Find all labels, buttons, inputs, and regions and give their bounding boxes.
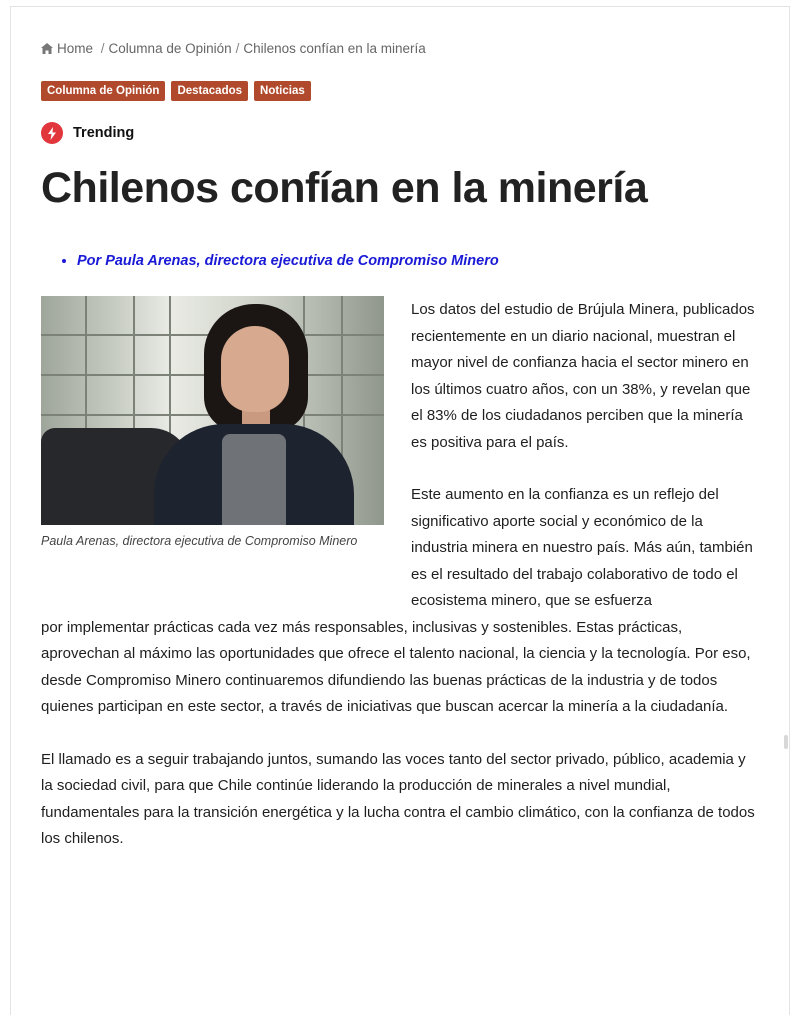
photo-caption: Paula Arenas, directora ejecutiva de Compromiso Minero [41, 534, 358, 548]
breadcrumb-current: Chilenos confían en la minería [243, 41, 426, 56]
breadcrumb-home-link[interactable] [41, 41, 97, 56]
tag-columna-de-opinion[interactable]: Columna de Opinión [41, 81, 165, 101]
paragraph-2-end: por implementar prácticas cada vez más responsables, inclusivas y sostenibles. Estas prácticas, aprovechan al máximo las oportunidades que ofrece el talento nacional, la ciencia y la tecnología. Por eso, desde Compromiso Minero continuaremos difundiendo las buenas prácticas de la industria y de todos quienes participan en este sector, a través de iniciativas que buscan acercar la minería a la ciudadanía. [41, 618, 751, 715]
author-byline: • Por Paula Arenas, directora ejecutiva de Compromiso Minero [77, 253, 499, 269]
article-card [10, 6, 790, 1015]
category-tags [41, 81, 311, 101]
lightning-icon [41, 122, 63, 144]
article-title: Chilenos confían en la minería [41, 164, 648, 212]
tag-destacados[interactable]: Destacados [171, 81, 248, 101]
tag-noticias[interactable]: Noticias [254, 81, 311, 101]
author-photo [41, 296, 384, 525]
author-figure [41, 296, 384, 552]
trending-badge [41, 122, 134, 144]
trending-label: Trending [73, 125, 135, 141]
scrollbar-thumb[interactable] [784, 735, 788, 749]
breadcrumb-home-label: Home [57, 41, 94, 56]
breadcrumb [41, 41, 426, 56]
paragraph-1: Los datos del estudio de Brújula Minera, publicados recientemente en un diario nacional, muestran el mayor nivel de confianza hacia el sector minero en los últimos cuatro años, con un 38%, y revelan que el 83% de los ciudadanos perciben que la minería es positiva para el país. [411, 301, 755, 451]
author-list [63, 253, 499, 269]
breadcrumb-separator: / [235, 41, 240, 56]
paragraph-2-start: Este aumento en la confianza es un reflejo del significativo aporte social y económico de la industria minera en nuestro país. Más aún, también es el resultado del trabajo colaborativo de todo el ecosistema minero, que se esfuerza [411, 486, 753, 609]
paragraph-3: El llamado es a seguir trabajando juntos, sumando las voces tanto del sector privado, público, academia y la sociedad civil, para que Chile continúe liderando la producción de minerales a nivel mundial, fundamentales para la transición energética y la lucha contra el cambio climático, con la confianza de todos los chilenos. [41, 750, 755, 847]
breadcrumb-separator: / [100, 41, 105, 56]
home-icon [41, 43, 53, 54]
breadcrumb-category-link[interactable]: Columna de Opinión [108, 41, 232, 56]
